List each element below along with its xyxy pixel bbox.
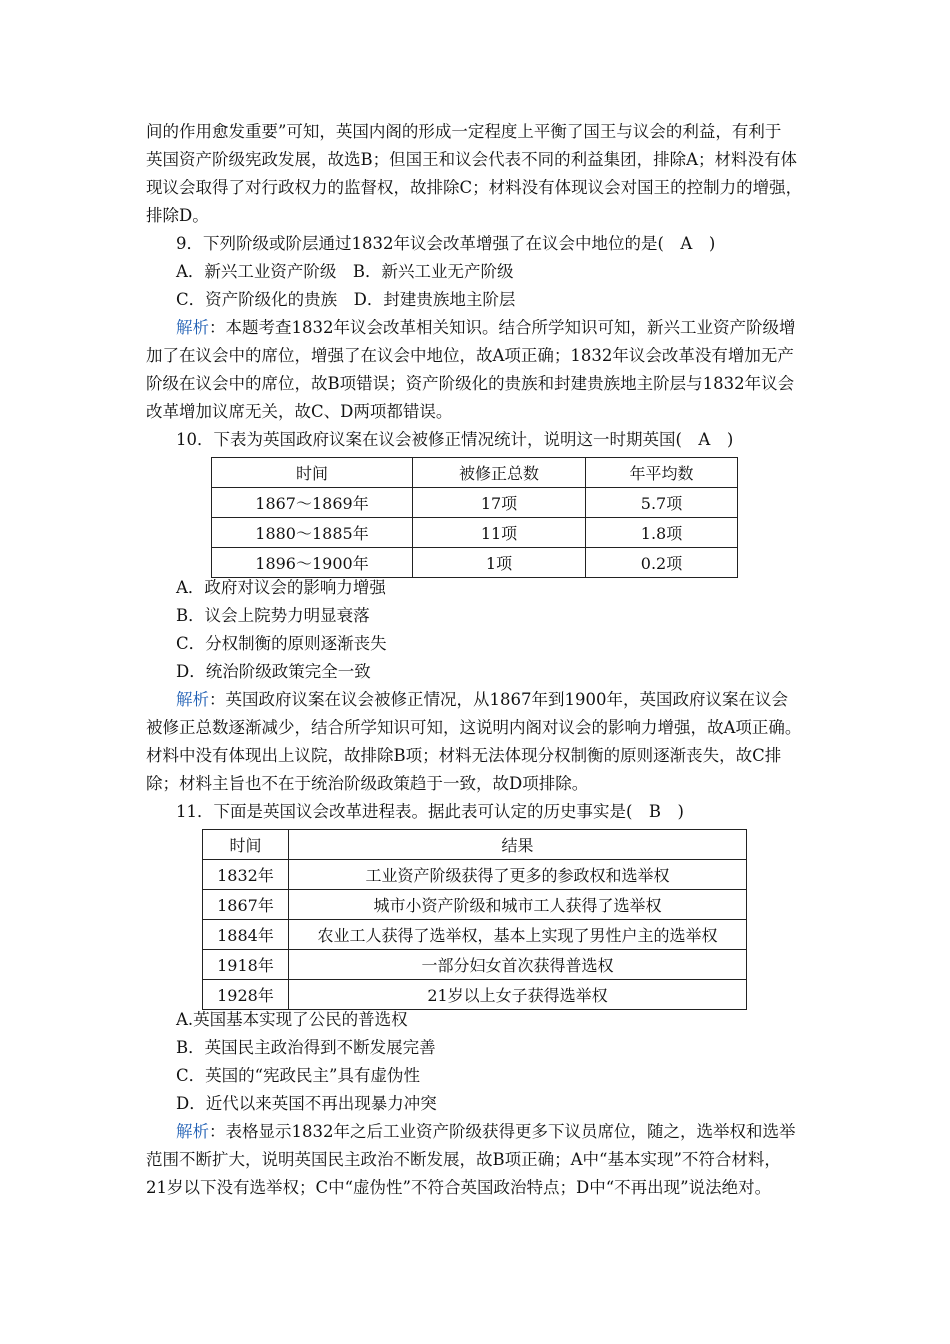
table-row xyxy=(203,950,747,980)
table-header-cell: 被修正总数 xyxy=(413,458,586,488)
question-10-option: A．政府对议会的影响力增强 xyxy=(176,578,386,597)
analysis-label: 解析 xyxy=(176,690,209,709)
question-11-option: A.英国基本实现了公民的普选权 xyxy=(176,1010,408,1029)
table-header-cell: 结果 xyxy=(289,830,747,860)
table-row xyxy=(212,488,738,518)
table-cell: 1项 xyxy=(413,548,586,578)
question-10-table xyxy=(211,457,738,578)
table-cell: 工业资产阶级获得了更多的参政权和选举权 xyxy=(289,860,747,890)
continued-line: 现议会取得了对行政权力的监督权，故排除C；材料没有体现议会对国王的控制力的增强， xyxy=(146,178,803,197)
table-row xyxy=(203,920,747,950)
table-cell: 1928年 xyxy=(203,980,289,1010)
table-cell: 11项 xyxy=(413,518,586,548)
question-10-option: B．议会上院势力明显衰落 xyxy=(176,606,370,625)
table-cell: 0.2项 xyxy=(586,548,738,578)
table-cell: 城市小资产阶级和城市工人获得了选举权 xyxy=(289,890,747,920)
table-header-cell: 时间 xyxy=(203,830,289,860)
question-11-stem: 11．下面是英国议会改革进程表。据此表可认定的历史事实是( B ) xyxy=(176,802,684,821)
table-cell: 1884年 xyxy=(203,920,289,950)
table-cell: 1.8项 xyxy=(586,518,738,548)
table-row xyxy=(212,548,738,578)
question-9-option: C．资产阶级化的贵族 D．封建贵族地主阶层 xyxy=(176,290,516,309)
analysis-label: 解析 xyxy=(176,318,209,337)
question-9-analysis-line: 加了在议会中的席位，增强了在议会中地位，故A项正确；1832年议会改革没有增加无产 xyxy=(146,346,794,365)
continued-line: 排除D。 xyxy=(146,206,209,225)
table-row xyxy=(203,890,747,920)
analysis-text: ：英国政府议案在议会被修正情况，从1867年到1900年，英国政府议案在议会 xyxy=(209,690,788,709)
table-header-cell: 时间 xyxy=(212,458,413,488)
analysis-label: 解析 xyxy=(176,1122,209,1141)
question-9-analysis-line: 改革增加议席无关，故C、D两项都错误。 xyxy=(146,402,453,421)
table-cell: 5.7项 xyxy=(586,488,738,518)
table-row xyxy=(203,860,747,890)
analysis-text: ：表格显示1832年之后工业资产阶级获得更多下议员席位，随之，选举权和选举 xyxy=(209,1122,796,1141)
question-10-option: C．分权制衡的原则逐渐丧失 xyxy=(176,634,387,653)
table-header-row xyxy=(203,830,747,860)
table-cell: 1867～1869年 xyxy=(212,488,413,518)
question-9-analysis-line: 阶级在议会中的席位，故B项错误；资产阶级化的贵族和封建贵族地主阶层与1832年议会 xyxy=(146,374,795,393)
question-10-analysis-line: 被修正总数逐渐减少，结合所学知识可知，这说明内阁对议会的影响力增强，故A项正确。 xyxy=(146,718,802,737)
question-9-analysis-line xyxy=(176,316,796,340)
table-row xyxy=(212,518,738,548)
question-10-option: D．统治阶级政策完全一致 xyxy=(176,662,371,681)
table-header-row xyxy=(212,458,738,488)
analysis-text: ：本题考查1832年议会改革相关知识。结合所学知识可知，新兴工业资产阶级增 xyxy=(209,318,796,337)
table-cell: 21岁以上女子获得选举权 xyxy=(289,980,747,1010)
question-11-option: D．近代以来英国不再出现暴力冲突 xyxy=(176,1094,437,1113)
table-cell: 1880～1885年 xyxy=(212,518,413,548)
table-cell: 1867年 xyxy=(203,890,289,920)
continued-line: 间的作用愈发重要”可知，英国内阁的形成一定程度上平衡了国王与议会的利益，有利于 xyxy=(146,122,782,141)
question-11-table xyxy=(202,829,747,1010)
table-cell: 17项 xyxy=(413,488,586,518)
question-9-stem: 9．下列阶级或阶层通过1832年议会改革增强了在议会中地位的是( A ) xyxy=(176,234,716,253)
question-11-analysis-line: 21岁以下没有选举权；C中“虚伪性”不符合英国政治特点；D中“不再出现”说法绝对。 xyxy=(146,1178,772,1197)
question-10-stem: 10．下表为英国政府议案在议会被修正情况统计，说明这一时期英国( A ) xyxy=(176,430,734,449)
question-10-analysis-line: 除；材料主旨也不在于统治阶级政策趋于一致，故D项排除。 xyxy=(146,774,589,793)
table-cell: 1832年 xyxy=(203,860,289,890)
table-cell: 1918年 xyxy=(203,950,289,980)
table-cell: 1896～1900年 xyxy=(212,548,413,578)
question-11-analysis-line xyxy=(176,1120,796,1144)
question-11-option: C．英国的“宪政民主”具有虚伪性 xyxy=(176,1066,420,1085)
continued-line: 英国资产阶级宪政发展，故选B；但国王和议会代表不同的利益集团，排除A；材料没有体 xyxy=(146,150,798,169)
question-11-option: B．英国民主政治得到不断发展完善 xyxy=(176,1038,436,1057)
table-header-cell: 年平均数 xyxy=(586,458,738,488)
question-11-analysis-line: 范围不断扩大，说明英国民主政治不断发展，故B项正确；A中“基本实现”不符合材料， xyxy=(146,1150,781,1169)
question-9-option: A．新兴工业资产阶级 B．新兴工业无产阶级 xyxy=(176,262,514,281)
question-10-analysis-line xyxy=(176,688,788,712)
table-cell: 一部分妇女首次获得普选权 xyxy=(289,950,747,980)
table-cell: 农业工人获得了选举权，基本上实现了男性户主的选举权 xyxy=(289,920,747,950)
table-row xyxy=(203,980,747,1010)
question-10-analysis-line: 材料中没有体现出上议院，故排除B项；材料无法体现分权制衡的原则逐渐丧失，故C排 xyxy=(146,746,782,765)
